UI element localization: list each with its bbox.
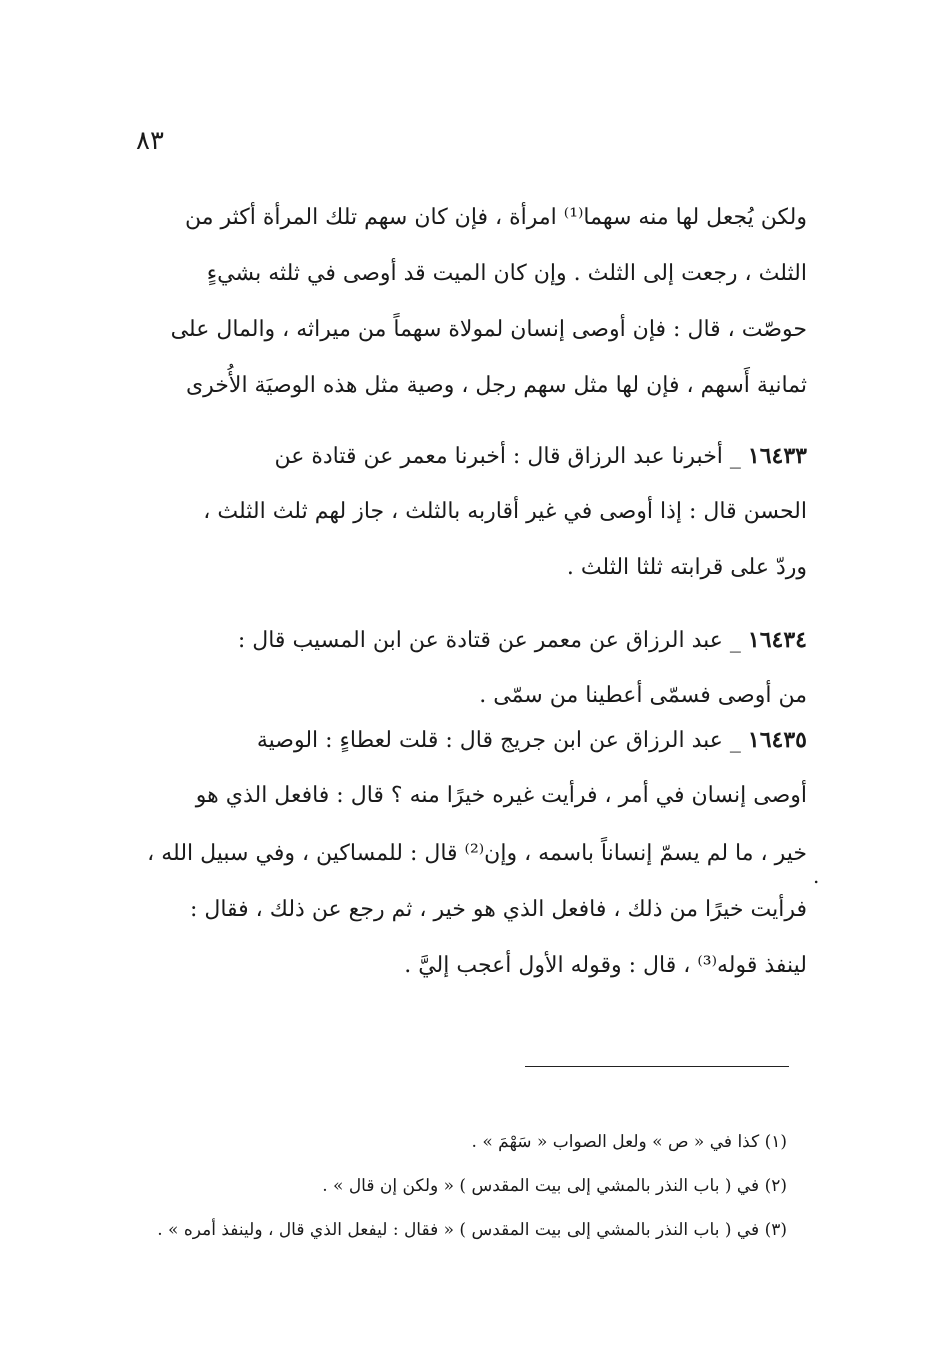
text-line: ثمانية أَسهم ، فإن لها مثل سهم رجل ، وصية مثل هذه الوصيَة الأُخرى: [185, 373, 807, 398]
hadith-16433: [127, 428, 807, 596]
text-line: حوصّت ، قال : فإن أوصى إنسان لمولاة سهماً من ميراثه ، والمال على: [170, 317, 807, 342]
text-line: [127, 612, 807, 668]
text-line: وردّ على قرابته ثلثا الثلث .: [566, 555, 807, 580]
footnote-2: (٢) في ( باب النذر بالمشي إلى بيت المقدس ) « ولكن إن قال » .: [322, 1176, 787, 1196]
paragraph-continuation: [127, 190, 807, 414]
text-line: فرأيت خيرًا من ذلك ، فافعل الذي هو خير ، ثم رجع عن ذلك ، فقال :: [189, 897, 807, 922]
text-line: خير ، ما لم يسمّ إنساناً باسمه ، وإن⁽²⁾ قال : للمساكين ، وفي سبيل الله ،: [147, 841, 807, 866]
hadith-16434: [127, 612, 807, 724]
hadith-text: _ عبد الرزاق عن معمر عن قتادة عن ابن المسيب قال :: [237, 628, 748, 653]
footnote-1: (١) كذا في « ص » ولعل الصواب « سَهْمَ » .: [471, 1132, 787, 1152]
hadith-text: _ عبد الرزاق عن ابن جريج قال : قلت لعطاءٍ : الوصية: [256, 728, 748, 753]
hadith-number: ١٦٤٣٤: [747, 627, 807, 653]
hadith-16435: [127, 712, 807, 1002]
hadith-text: _ أخبرنا عبد الرزاق قال : أخبرنا معمر عن قتادة عن: [274, 444, 748, 469]
text-line: [127, 712, 807, 768]
text-line: الحسن قال : إذا أوصى في غير أقاربه بالثلث ، جاز لهم ثلث الثلث ،: [203, 499, 807, 524]
margin-dot: .: [813, 864, 820, 888]
footnote-separator: [525, 1066, 789, 1067]
text-line: [127, 428, 807, 484]
footnote-3: (٣) في ( باب النذر بالمشي إلى بيت المقدس ) « فقال : ليفعل الذي قال ، ولينفذ أمره » .: [157, 1220, 787, 1240]
text-line: من أوصى فسمّى أعطينا من سمّى .: [479, 683, 807, 708]
hadith-number: ١٦٤٣٥: [747, 727, 807, 753]
page-number: ٨٣: [136, 126, 164, 156]
hadith-number: ١٦٤٣٣: [747, 443, 807, 469]
text-line: ولكن يُجعل لها منه سهما⁽¹⁾ امرأة ، فإن كان سهم تلك المرأة أكثر من: [185, 205, 807, 230]
text-line: الثلث ، رجعت إلى الثلث . وإن كان الميت قد أوصى في ثلثه بشيءٍ: [206, 261, 807, 286]
text-line: أوصى إنسان في أمر ، فرأيت غيره خيرًا منه ؟ قال : فافعل الذي هو: [195, 783, 807, 808]
text-line: لينفذ قوله⁽³⁾ ، قال : وقوله الأول أعجب إليَّ .: [404, 953, 807, 978]
